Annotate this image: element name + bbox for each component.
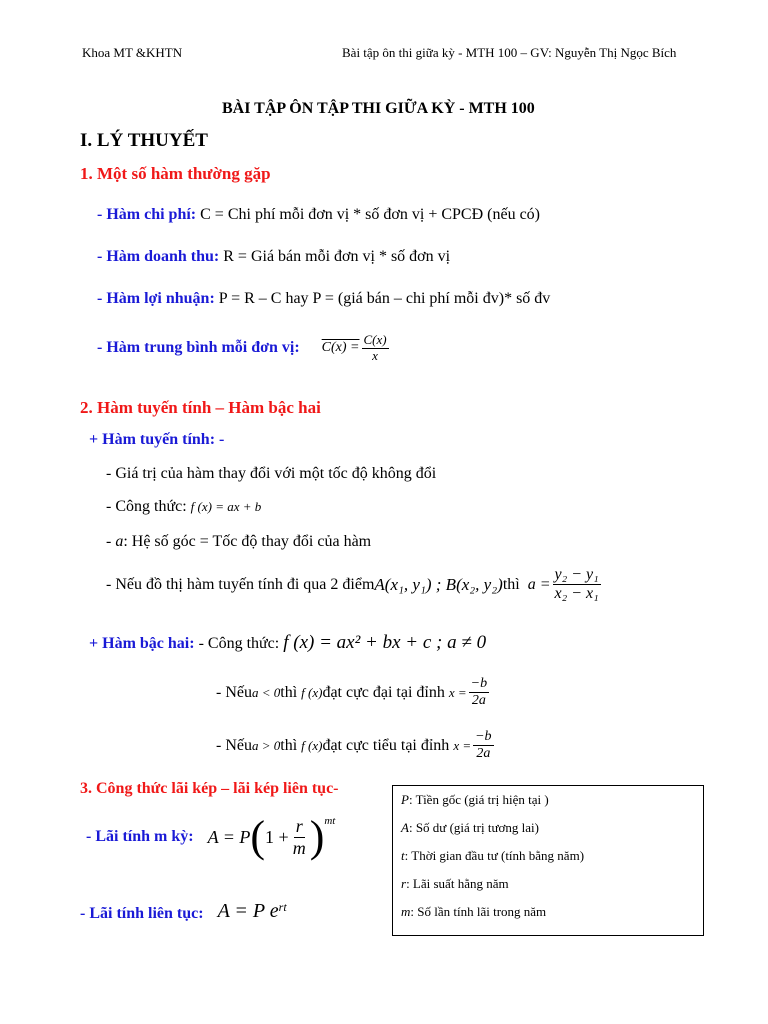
- dash: -: [106, 533, 116, 550]
- vertex-fraction: [473, 729, 493, 762]
- legend-item: [401, 792, 549, 808]
- function: f (x): [301, 684, 323, 700]
- description: : Thời gian đầu tư (tính bằng năm): [404, 848, 585, 863]
- text: P = R – C hay P = (giá bán – chi phí mỗi đv)* số đv: [214, 290, 551, 307]
- text: C = Chi phí mỗi đơn vị * số đơn vị + CPCĐ (nếu có): [196, 206, 540, 223]
- label: - Hàm doanh thu:: [97, 248, 220, 265]
- revenue-function: [97, 248, 450, 266]
- formula: A = P e: [217, 900, 279, 922]
- then: thì: [280, 736, 298, 754]
- denominator: x: [372, 347, 378, 363]
- denominator: 2a: [476, 746, 491, 762]
- variable: A: [401, 820, 409, 835]
- formula-points: A(x₁, y₁) ; B(x₂, y₂): [374, 574, 503, 594]
- label: - Hàm lợi nhuận:: [97, 290, 215, 307]
- then: thì: [280, 683, 298, 701]
- compound-interest: [86, 812, 336, 861]
- numerator: r: [295, 815, 303, 836]
- text: - Công thức:: [106, 498, 191, 515]
- one-plus: 1 +: [265, 826, 289, 847]
- fraction: [362, 333, 389, 364]
- then: thì: [502, 575, 520, 593]
- exponent: mt: [324, 815, 336, 827]
- cost-function: [97, 206, 540, 224]
- linear-line-1: - Giá trị của hàm thay đổi với một tốc độ không đổi: [106, 465, 437, 482]
- text: - Nếu: [216, 736, 252, 754]
- exponent: rt: [278, 900, 287, 914]
- variable: r: [401, 876, 407, 891]
- condition: a > 0: [251, 737, 281, 753]
- text: đạt cực tiểu tại đỉnh: [322, 736, 450, 754]
- description: : Tiền gốc (giá trị hiện tại ): [408, 792, 549, 807]
- text: - Nếu đồ thị hàm tuyến tính đi qua 2 điểm: [106, 575, 375, 593]
- page-title: BÀI TẬP ÔN TẬP THI GIỮA KỲ - MTH 100: [222, 100, 535, 117]
- linear-heading: + Hàm tuyến tính: -: [89, 431, 225, 448]
- quadratic-line-2: [216, 676, 491, 709]
- legend-item: [401, 876, 509, 892]
- variable: m: [401, 904, 411, 919]
- text: R = Giá bán mỗi đơn vị * số đơn vị: [219, 248, 451, 265]
- linear-line-4: [106, 566, 603, 604]
- profit-function: [97, 290, 550, 308]
- condition: a < 0: [251, 684, 281, 700]
- header-right: Bài tập ôn thi giữa kỳ - MTH 100 – GV: Nguyễn Thị Ngọc Bích: [342, 45, 677, 60]
- formula-lhs: C(x) =: [321, 340, 360, 356]
- continuous-interest: [80, 900, 287, 923]
- text: : Hệ số góc = Tốc độ thay đổi của hàm: [123, 533, 372, 550]
- quadratic-line-1: [89, 632, 486, 654]
- label: + Hàm bậc hai:: [89, 635, 195, 652]
- denominator: 2a: [471, 693, 486, 709]
- vertex-fraction: [469, 676, 489, 709]
- average-function: [97, 333, 391, 364]
- label: - Hàm chi phí:: [97, 206, 197, 223]
- linear-line-2: [106, 498, 261, 516]
- numerator: −b: [473, 729, 493, 746]
- vertex-lhs: x =: [448, 684, 467, 700]
- right-paren: ): [309, 812, 325, 861]
- label: - Lãi tính liên tục:: [80, 905, 204, 922]
- label: - Hàm trung bình mỗi đơn vị:: [97, 339, 300, 357]
- text: - Công thức:: [194, 635, 284, 652]
- quadratic-line-3: [216, 729, 496, 762]
- label: - Lãi tính m kỳ:: [86, 828, 194, 845]
- variable-legend-box: [392, 785, 704, 936]
- formula-lhs: A = P: [207, 826, 251, 847]
- formula-lhs: a =: [527, 575, 551, 593]
- denominator: m: [292, 837, 306, 858]
- rate-fraction: [291, 816, 308, 858]
- legend-item: [401, 820, 539, 836]
- variable: P: [401, 792, 409, 807]
- linear-line-3: [106, 533, 371, 551]
- description: : Lãi suất hằng năm: [406, 876, 509, 891]
- slope-fraction: [553, 566, 601, 604]
- text: đạt cực đại tại đỉnh: [322, 683, 445, 701]
- subsection-2-heading: 2. Hàm tuyến tính – Hàm bậc hai: [80, 398, 321, 417]
- formula: f (x) = ax² + bx + c ; a ≠ 0: [283, 632, 487, 653]
- section-heading: I. LÝ THUYẾT: [80, 130, 208, 151]
- legend-item: [401, 904, 546, 920]
- numerator: y₂ − y₁: [553, 566, 601, 585]
- text: - Nếu: [216, 683, 252, 701]
- function: f (x): [301, 737, 323, 753]
- description: : Số lần tính lãi trong năm: [410, 904, 547, 919]
- numerator: C(x): [363, 332, 387, 347]
- vertex-lhs: x =: [453, 737, 472, 753]
- numerator: −b: [469, 676, 489, 693]
- subsection-3-heading: 3. Công thức lãi kép – lãi kép liên tục-: [80, 780, 339, 797]
- description: : Số dư (giá trị tương lai): [408, 820, 539, 835]
- legend-item: [401, 848, 584, 864]
- header-left: Khoa MT &KHTN: [82, 45, 183, 60]
- variable: t: [401, 848, 405, 863]
- variable: a: [115, 533, 124, 550]
- denominator: x₂ − x₁: [554, 585, 599, 603]
- left-paren: (: [250, 812, 266, 861]
- formula: f (x) = ax + b: [190, 499, 262, 514]
- subsection-1-heading: 1. Một số hàm thường gặp: [80, 164, 271, 183]
